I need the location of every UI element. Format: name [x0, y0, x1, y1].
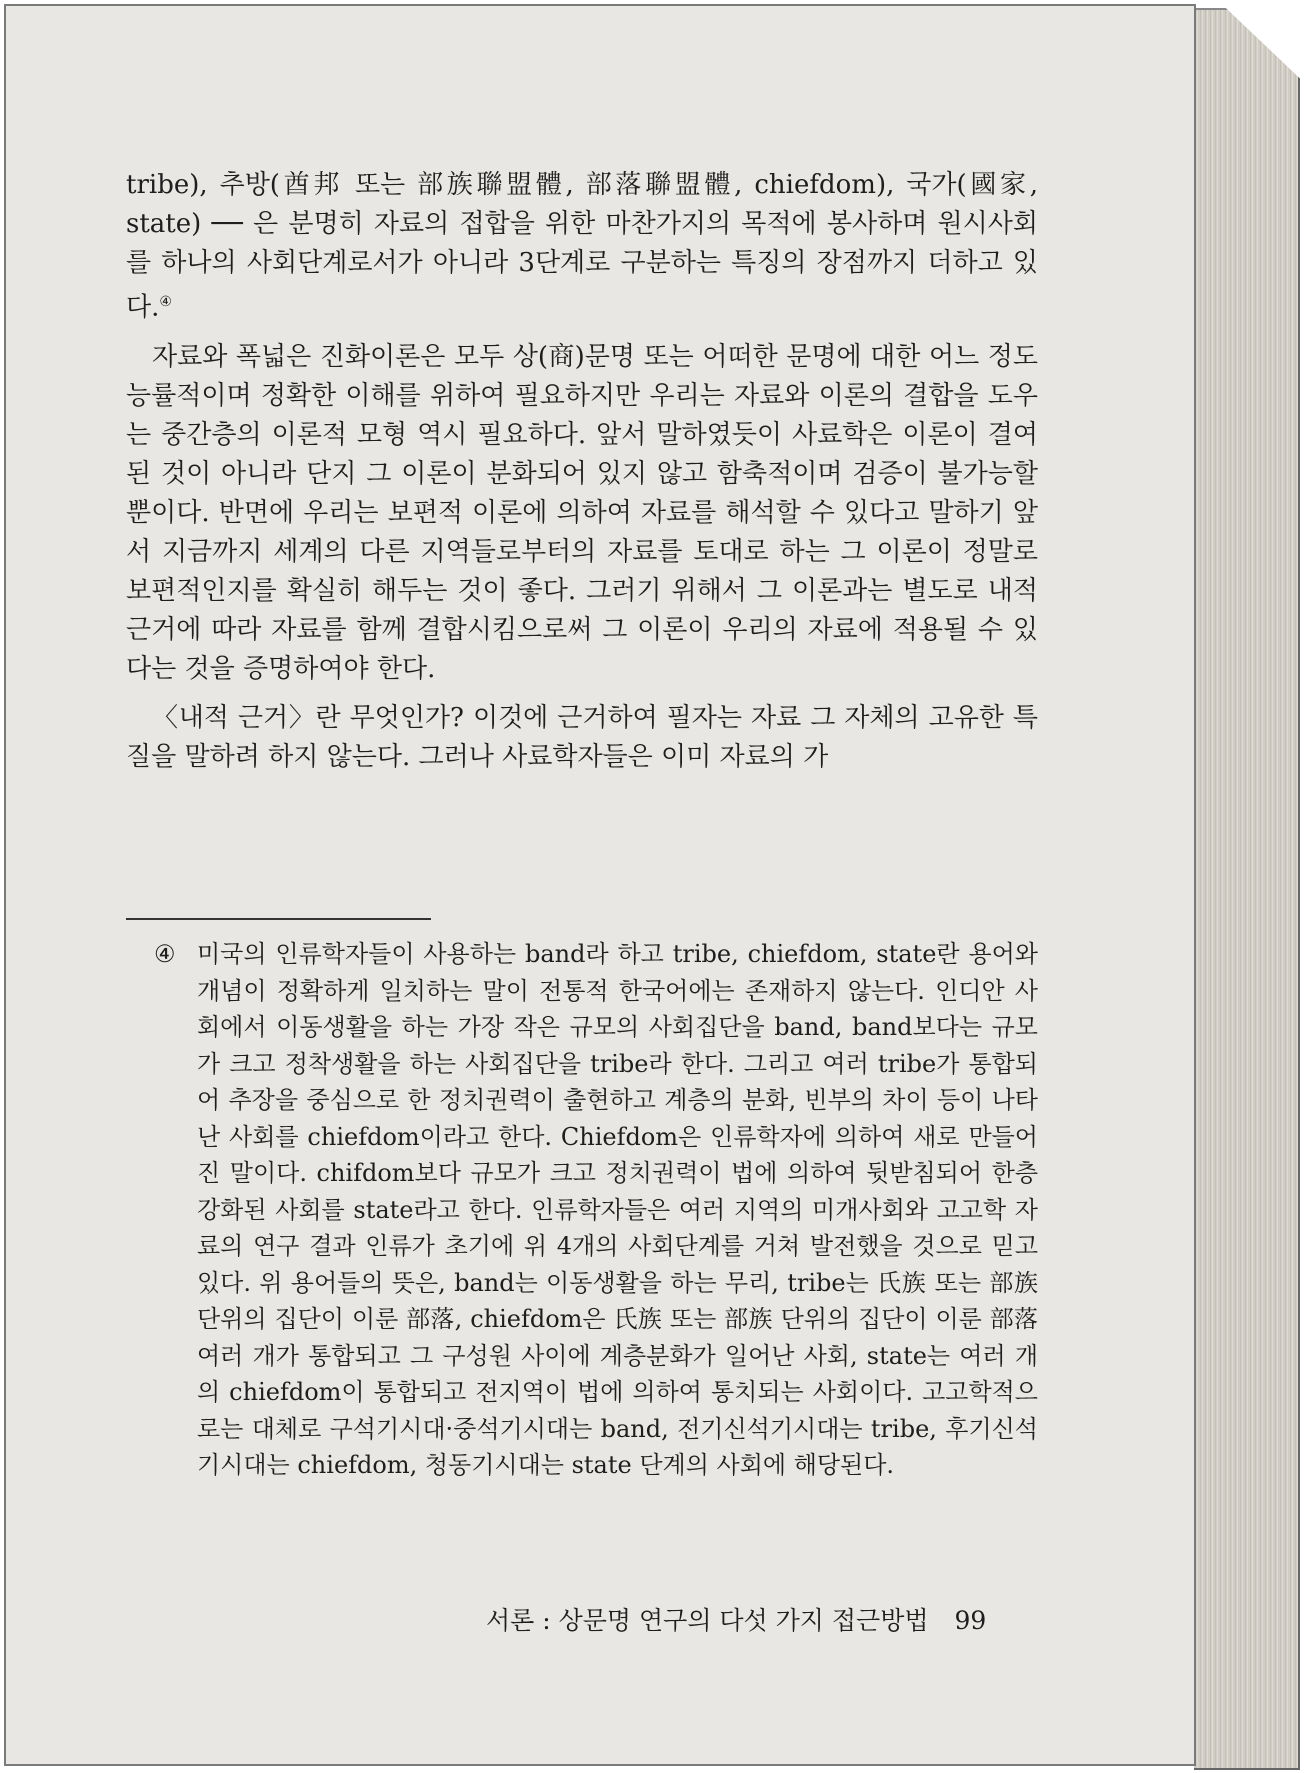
footnote-reference: ④	[159, 294, 172, 310]
footnote-text: 미국의 인류학자들이 사용하는 band라 하고 tribe, chiefdom, state란 용어와 개념이 정확하게 일치하는 말이 전통적 한국어에는 존재하지 않는다. 인디안 사회에서 이동생활을 하는 가장 작은 규모의 사회집단을 band, band보다는 규모가 크고 정착생활을 하는 사회집단을 tribe라 한다. 그리고 여러 tribe가 통합되어 추장을 중심으로 한 정치권력이 출현하고 계층의 분화, 빈부의 차이 등이 나타난 사회를 chiefdom이라고 한다. Chiefdom은 인류학자에 의하여 새로 만들어진 말이다. chifdom보다 규모가 크고 정치권력이 법에 의하여 뒷받침되어 한층 강화된 사회를 state라고 한다. 인류학자들은 여러 지역의 미개사회와 고고학 자료의 연구 결과 인류가 초기에 위 4개의 사회단계를 거쳐 발전했을 것으로 믿고 있다. 위 용어들의 뜻은, band는 이동생활을 하는 무리, tribe는 氏族 또는 部族 단위의 집단이 이룬 部落, chiefdom은 氏族 또는 部族 단위의 집단이 이룬 部落 여러 개가 통합되고 그 구성원 사이에 계층분화가 일어난 사회, state는 여러 개의 chiefdom이 통합되고 전지역이 법에 의하여 통치되는 사회이다. 고고학적으로는 대체로 구석기시대·중석기시대는 band, 전기신석기시대는 tribe, 후기신석기시대는 chiefdom, 청동기시대는 state 단계의 사회에 해당된다.	[197, 940, 1038, 1479]
page-number: 99	[954, 1606, 987, 1635]
paragraph-3: 〈내적 근거〉란 무엇인가? 이것에 근거하여 필자는 자료 그 자체의 고유한 특질을 말하려 하지 않는다. 그러나 사료학자들은 이미 자료의 가	[126, 702, 1038, 772]
footnote-divider	[126, 918, 431, 920]
paragraph-1-text: tribe), 추방(酋邦 또는 部族聯盟體, 部落聯盟體, chiefdom), 국가(國家, state) ── 은 분명히 자료의 접합을 위한 마찬가지의 목적에 봉사하며 원시사회를 하나의 사회단계로서가 아니라 3단계로 구분하는 특징의 장점까지 더하고 있다.	[126, 170, 1038, 323]
book-page	[4, 4, 1196, 1766]
running-footer	[486, 1601, 1026, 1637]
book	[4, 4, 1298, 1766]
paragraph-2: 자료와 폭넓은 진화이론은 모두 상(商)문명 또는 어떠한 문명에 대한 어느 정도 능률적이며 정확한 이해를 위하여 필요하지만 우리는 자료와 이론의 결합을 도우는 중간층의 이론적 모형 역시 필요하다. 앞서 말하였듯이 사료학은 이론이 결여된 것이 아니라 단지 그 이론이 분화되어 있지 않고 함축적이며 검증이 불가능할 뿐이다. 반면에 우리는 보편적 이론에 의하여 자료를 해석할 수 있다고 말하기 앞서 지금까지 세계의 다른 지역들로부터의 자료를 토대로 하는 그 이론이 정말로 보편적인지를 확실히 해두는 것이 좋다. 그러기 위해서 그 이론과는 별도로 내적 근거에 따라 자료를 함께 결합시킴으로써 그 이론이 우리의 자료에 적용될 수 있다는 것을 증명하여야 한다.	[126, 341, 1039, 684]
running-title: 서론 : 상문명 연구의 다섯 가지 접근방법	[486, 1606, 929, 1635]
page-edges	[1194, 8, 1300, 1770]
footnote	[154, 936, 1038, 1484]
footnote-marker: ④	[154, 940, 176, 968]
body-text	[126, 166, 1038, 787]
paragraph-1	[126, 166, 1038, 328]
